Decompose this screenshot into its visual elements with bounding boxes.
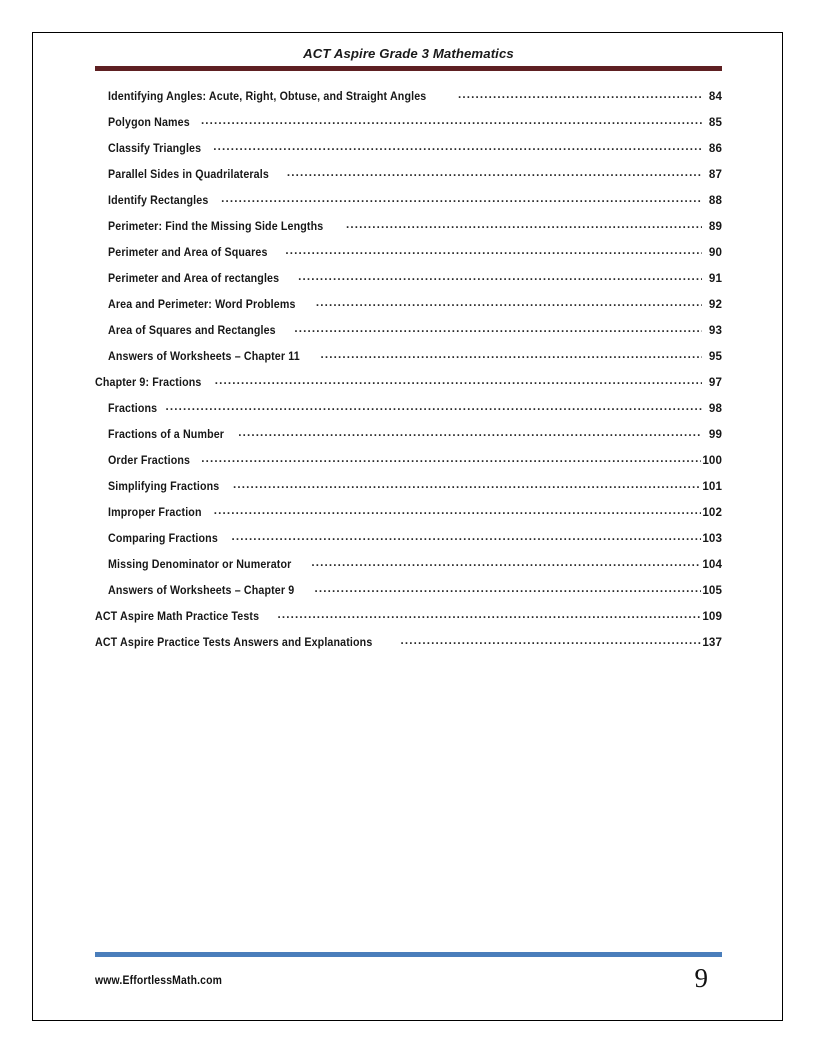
toc-entry-title: Perimeter and Area of rectangles xyxy=(108,272,280,285)
toc-entry-title: Answers of Worksheets – Chapter 9 xyxy=(108,584,295,597)
toc-entry-page-number: 90 xyxy=(708,246,722,259)
toc-entry[interactable] xyxy=(95,426,722,452)
toc-entry[interactable] xyxy=(95,322,722,348)
toc-entry[interactable] xyxy=(95,452,722,478)
toc-entry-page-number: 89 xyxy=(708,220,722,233)
toc-entry[interactable] xyxy=(95,634,722,660)
toc-entry-page-number: 100 xyxy=(702,454,722,467)
toc-leader-dots xyxy=(213,140,702,152)
toc-entry-page-number: 99 xyxy=(708,428,722,441)
toc-leader-dots xyxy=(166,400,702,412)
toc-entry[interactable] xyxy=(95,192,722,218)
toc-entry[interactable] xyxy=(95,270,722,296)
toc-entry-title: Comparing Fractions xyxy=(108,532,218,545)
toc-entry-title: Polygon Names xyxy=(108,116,190,129)
toc-entry-title: Simplifying Fractions xyxy=(108,480,220,493)
toc-entry[interactable] xyxy=(95,114,722,140)
toc-entry-title: Parallel Sides in Quadrilaterals xyxy=(108,168,269,181)
page-header xyxy=(95,46,722,71)
toc-entry-page-number: 101 xyxy=(702,480,722,493)
toc-entry-page-number: 105 xyxy=(702,584,722,597)
toc-leader-dots xyxy=(316,296,702,308)
toc-entry-title: Classify Triangles xyxy=(108,142,202,155)
toc-entry[interactable] xyxy=(95,218,722,244)
toc-entry-page-number: 103 xyxy=(702,532,722,545)
page-footer xyxy=(95,952,722,1001)
table-of-contents xyxy=(95,88,722,660)
toc-entry-title: Identifying Angles: Acute, Right, Obtuse, and Straight Angles xyxy=(108,90,427,103)
toc-entry-title: Answers of Worksheets – Chapter 11 xyxy=(108,350,300,363)
toc-entry-title: Area and Perimeter: Word Problems xyxy=(108,298,296,311)
toc-leader-dots xyxy=(287,166,702,178)
toc-leader-dots xyxy=(311,556,701,568)
toc-entry-page-number: 137 xyxy=(702,636,722,649)
page-number: 9 xyxy=(694,962,708,993)
toc-entry[interactable] xyxy=(95,244,722,270)
toc-entry[interactable] xyxy=(95,530,722,556)
footer-rule xyxy=(95,952,722,957)
toc-entry-page-number: 109 xyxy=(702,610,722,623)
toc-leader-dots xyxy=(458,88,702,100)
toc-entry-title: Area of Squares and Rectangles xyxy=(108,324,276,337)
toc-leader-dots xyxy=(233,478,701,490)
toc-leader-dots xyxy=(221,192,702,204)
toc-entry-page-number: 84 xyxy=(708,90,722,103)
toc-entry[interactable] xyxy=(95,556,722,582)
toc-entry-title: Order Fractions xyxy=(108,454,191,467)
toc-leader-dots xyxy=(321,348,703,360)
toc-leader-dots xyxy=(201,452,701,464)
toc-leader-dots xyxy=(315,582,702,594)
toc-entry-page-number: 98 xyxy=(708,402,722,415)
toc-entry-page-number: 87 xyxy=(708,168,722,181)
toc-entry[interactable] xyxy=(95,374,722,400)
toc-leader-dots xyxy=(214,504,702,516)
toc-entry-page-number: 88 xyxy=(708,194,722,207)
toc-entry-title: Chapter 9: Fractions xyxy=(95,376,202,389)
toc-entry-page-number: 102 xyxy=(702,506,722,519)
header-rule xyxy=(95,66,722,71)
toc-entry[interactable] xyxy=(95,582,722,608)
toc-leader-dots xyxy=(215,374,702,386)
toc-leader-dots xyxy=(238,426,702,438)
toc-entry-page-number: 93 xyxy=(708,324,722,337)
toc-entry[interactable] xyxy=(95,166,722,192)
toc-entry-page-number: 85 xyxy=(708,116,722,129)
toc-entry-page-number: 86 xyxy=(708,142,722,155)
toc-entry-title: ACT Aspire Math Practice Tests xyxy=(95,610,260,623)
toc-leader-dots xyxy=(201,114,702,126)
header-title: ACT Aspire Grade 3 Mathematics xyxy=(303,46,514,61)
toc-entry-title: Identify Rectangles xyxy=(108,194,209,207)
toc-leader-dots xyxy=(298,270,702,282)
toc-leader-dots xyxy=(294,322,702,334)
toc-leader-dots xyxy=(231,530,701,542)
toc-entry-title: ACT Aspire Practice Tests Answers and Explanations xyxy=(95,636,373,649)
toc-leader-dots xyxy=(401,634,702,646)
toc-entry-page-number: 104 xyxy=(702,558,722,571)
toc-entry-page-number: 92 xyxy=(708,298,722,311)
toc-entry-page-number: 97 xyxy=(708,376,722,389)
toc-entry-title: Fractions of a Number xyxy=(108,428,225,441)
toc-leader-dots xyxy=(285,244,702,256)
toc-entry-title: Perimeter and Area of Squares xyxy=(108,246,268,259)
toc-entry-title: Improper Fraction xyxy=(108,506,202,519)
toc-entry-page-number: 95 xyxy=(708,350,722,363)
footer-website-url[interactable]: www.EffortlessMath.com xyxy=(95,972,223,987)
toc-entry[interactable] xyxy=(95,504,722,530)
toc-entry[interactable] xyxy=(95,140,722,166)
toc-entry[interactable] xyxy=(95,88,722,114)
toc-entry[interactable] xyxy=(95,400,722,426)
toc-entry-page-number: 91 xyxy=(708,272,722,285)
footer-body xyxy=(95,962,722,1001)
toc-entry-title: Perimeter: Find the Missing Side Lengths xyxy=(108,220,324,233)
toc-leader-dots xyxy=(277,608,701,620)
toc-entry[interactable] xyxy=(95,608,722,634)
toc-entry-title: Missing Denominator or Numerator xyxy=(108,558,292,571)
toc-entry[interactable] xyxy=(95,478,722,504)
toc-leader-dots xyxy=(346,218,702,230)
toc-entry-title: Fractions xyxy=(108,402,158,415)
toc-entry[interactable] xyxy=(95,348,722,374)
toc-entry[interactable] xyxy=(95,296,722,322)
